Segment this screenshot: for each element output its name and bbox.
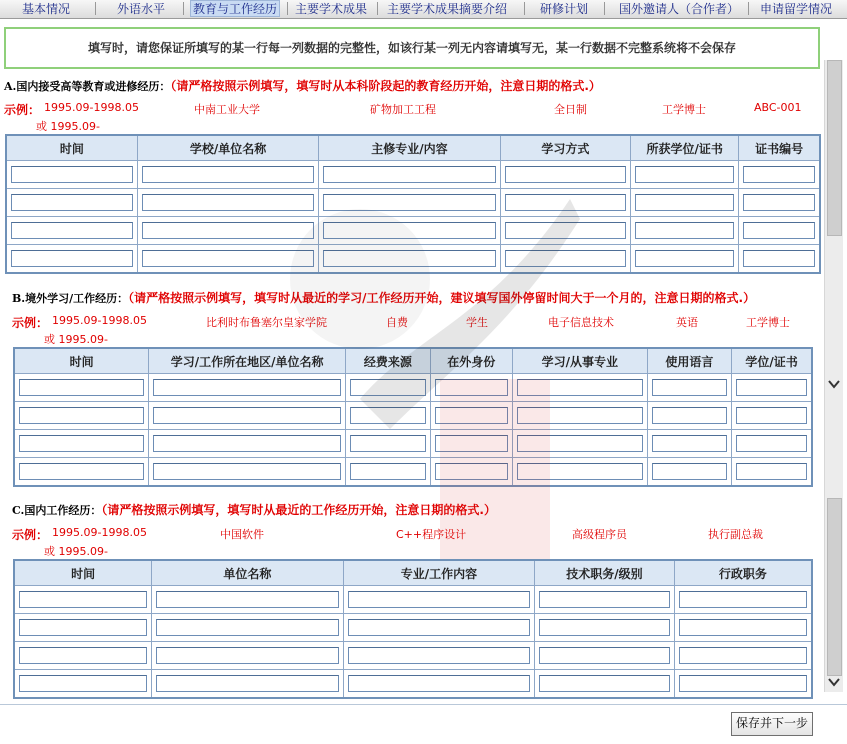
table-cell: [430, 402, 512, 430]
major-input[interactable]: [517, 463, 643, 480]
column-header: 学校/单位名称: [137, 135, 318, 161]
table-cell: [319, 161, 500, 189]
school-input[interactable]: [142, 250, 314, 267]
table-cell: [500, 245, 630, 274]
table-row: [14, 670, 812, 699]
column-header: 证书编号: [739, 135, 820, 161]
cert-no-input[interactable]: [743, 166, 815, 183]
status-input[interactable]: [435, 435, 508, 452]
table-cell: [6, 217, 137, 245]
section-b-table: [13, 347, 813, 487]
table-cell: [152, 642, 344, 670]
column-header: 学习/从事专业: [512, 348, 647, 374]
degree-input[interactable]: [635, 194, 734, 211]
major-input[interactable]: [323, 166, 495, 183]
time-input[interactable]: [19, 591, 147, 608]
degree-input[interactable]: [736, 463, 807, 480]
column-header: 时间: [14, 348, 149, 374]
section-c-table: [13, 559, 813, 699]
scrollbar-thumb-lower[interactable]: [827, 498, 842, 676]
tech-title-input[interactable]: [539, 591, 670, 608]
tab-separator: [95, 2, 96, 15]
table-cell: [137, 245, 318, 274]
section-c-example-work: C++程序设计: [396, 528, 467, 541]
column-header: 时间: [6, 135, 137, 161]
tab-results-summary[interactable]: 主要学术成果摘要介绍: [387, 2, 508, 16]
section-b-example-institution: 比利时布鲁塞尔皇家学院: [206, 316, 327, 329]
table-cell: [14, 374, 149, 402]
table-cell: [6, 161, 137, 189]
table-cell: [6, 189, 137, 217]
major-input[interactable]: [517, 435, 643, 452]
table-cell: [343, 642, 535, 670]
table-cell: [739, 161, 820, 189]
table-cell: [732, 458, 812, 487]
column-header: 时间: [14, 560, 152, 586]
table-row: [14, 402, 812, 430]
admin-title-input[interactable]: [679, 591, 807, 608]
table-cell: [14, 586, 152, 614]
section-c-example-employer: 中国软件: [220, 528, 264, 541]
table-cell: [430, 430, 512, 458]
time-input[interactable]: [19, 619, 147, 636]
employer-input[interactable]: [156, 591, 339, 608]
table-cell: [149, 430, 346, 458]
major-input[interactable]: [323, 194, 495, 211]
work-content-input[interactable]: [348, 675, 531, 692]
time-input[interactable]: [11, 166, 133, 183]
degree-input[interactable]: [635, 166, 734, 183]
work-content-input[interactable]: [348, 647, 531, 664]
study-mode-input[interactable]: [505, 222, 626, 239]
section-a-example-cert-no: ABC-001: [754, 101, 802, 114]
section-a-example-label: 示例：: [4, 103, 41, 117]
table-cell: [535, 586, 675, 614]
table-row: [14, 374, 812, 402]
table-cell: [6, 245, 137, 274]
column-header: 学习方式: [500, 135, 630, 161]
major-input[interactable]: [517, 379, 643, 396]
time-input[interactable]: [19, 675, 147, 692]
tab-foreign-inviter[interactable]: 国外邀请人（合作者）: [619, 2, 740, 16]
degree-input[interactable]: [736, 407, 807, 424]
table-cell: [319, 245, 500, 274]
section-b-example-alt: 或 1995.09-: [44, 333, 108, 346]
section-a-example-major: 矿物加工工程: [370, 103, 436, 116]
major-input[interactable]: [323, 250, 495, 267]
time-input[interactable]: [11, 194, 133, 211]
degree-input[interactable]: [635, 222, 734, 239]
section-c-heading: C.国内工作经历：: [12, 504, 102, 517]
time-input[interactable]: [11, 222, 133, 239]
column-header: 专业/工作内容: [343, 560, 535, 586]
degree-input[interactable]: [736, 379, 807, 396]
funding-input[interactable]: [350, 407, 425, 424]
section-b-example-major: 电子信息技术: [548, 316, 614, 329]
vertical-scrollbar[interactable]: [824, 60, 843, 692]
major-input[interactable]: [517, 407, 643, 424]
table-cell: [343, 614, 535, 642]
employer-input[interactable]: [156, 619, 339, 636]
table-row: [14, 586, 812, 614]
table-cell: [674, 670, 812, 699]
table-cell: [149, 458, 346, 487]
institution-input[interactable]: [153, 407, 341, 424]
section-c-example-time: 1995.09-1998.05: [52, 526, 147, 539]
table-cell: [14, 642, 152, 670]
table-cell: [732, 430, 812, 458]
degree-input[interactable]: [736, 435, 807, 452]
time-input[interactable]: [19, 647, 147, 664]
table-cell: [319, 189, 500, 217]
time-input[interactable]: [19, 435, 144, 452]
table-cell: [14, 670, 152, 699]
tab-bar: [0, 0, 847, 19]
table-cell: [631, 245, 739, 274]
section-b-example-degree: 工学博士: [746, 316, 790, 329]
table-row: [6, 189, 820, 217]
tab-study-abroad-application[interactable]: 申请留学情况: [760, 2, 833, 16]
column-header: 学习/工作所在地区/单位名称: [149, 348, 346, 374]
work-content-input[interactable]: [348, 591, 531, 608]
status-input[interactable]: [435, 379, 508, 396]
study-mode-input[interactable]: [505, 166, 626, 183]
section-a-heading: A.国内接受高等教育或进修经历：: [4, 80, 171, 93]
employer-input[interactable]: [156, 647, 339, 664]
language-input[interactable]: [652, 463, 727, 480]
column-header: 学位/证书: [732, 348, 812, 374]
tech-title-input[interactable]: [539, 619, 670, 636]
study-mode-input[interactable]: [505, 250, 626, 267]
save-and-next-button[interactable]: 保存并下一步: [731, 712, 813, 736]
table-cell: [149, 402, 346, 430]
tab-separator: [377, 2, 378, 15]
admin-title-input[interactable]: [679, 647, 807, 664]
tab-separator: [287, 2, 288, 15]
table-cell: [732, 374, 812, 402]
table-row: [14, 458, 812, 487]
section-c-example-label: 示例：: [12, 528, 49, 542]
column-header: 行政职务: [674, 560, 812, 586]
cert-no-input[interactable]: [743, 250, 815, 267]
table-cell: [732, 402, 812, 430]
section-b-heading: B.境外学习/工作经历：: [12, 292, 129, 305]
school-input[interactable]: [142, 166, 314, 183]
table-cell: [137, 189, 318, 217]
language-input[interactable]: [652, 379, 727, 396]
tab-separator: [604, 2, 605, 15]
column-header: 经费来源: [346, 348, 430, 374]
time-input[interactable]: [19, 463, 144, 480]
table-header-row: [14, 560, 812, 586]
work-content-input[interactable]: [348, 619, 531, 636]
table-row: [6, 245, 820, 274]
section-a-title: [4, 77, 601, 94]
section-a-example-school: 中南工业大学: [194, 103, 260, 116]
table-cell: [346, 430, 430, 458]
table-cell: [674, 614, 812, 642]
table-cell: [430, 374, 512, 402]
table-cell: [500, 161, 630, 189]
funding-input[interactable]: [350, 463, 425, 480]
time-input[interactable]: [11, 250, 133, 267]
table-cell: [343, 670, 535, 699]
table-cell: [647, 402, 731, 430]
column-header: 技术职务/级别: [535, 560, 675, 586]
table-cell: [152, 670, 344, 699]
table-cell: [739, 217, 820, 245]
cert-no-input[interactable]: [743, 194, 815, 211]
section-c-instructions: （请严格按照示例填写，填写时从最近的工作经历开始，注意日期的格式.）: [101, 503, 496, 517]
table-cell: [152, 586, 344, 614]
table-cell: [346, 458, 430, 487]
section-c-example-alt: 或 1995.09-: [44, 545, 108, 558]
table-cell: [647, 458, 731, 487]
table-cell: [535, 614, 675, 642]
notice-banner: 填写时，请您保证所填写的某一行每一列数据的完整性，如该行某一列无内容请填写无，某一行数据不完整系统将不会保存: [4, 27, 820, 69]
section-b-example-label: 示例：: [12, 316, 49, 330]
section-b-example-status: 学生: [466, 316, 488, 329]
table-cell: [535, 670, 675, 699]
section-a-example-alt: 或 1995.09-: [36, 120, 100, 133]
scrollbar-thumb-upper[interactable]: [827, 60, 842, 236]
institution-input[interactable]: [153, 435, 341, 452]
table-cell: [739, 245, 820, 274]
table-cell: [631, 217, 739, 245]
cert-no-input[interactable]: [743, 222, 815, 239]
table-row: [14, 642, 812, 670]
tab-study-plan[interactable]: 研修计划: [540, 2, 589, 16]
table-header-row: [6, 135, 820, 161]
column-header: 单位名称: [152, 560, 344, 586]
funding-input[interactable]: [350, 379, 425, 396]
column-header: 主修专业/内容: [319, 135, 500, 161]
table-cell: [631, 189, 739, 217]
section-b-example-funding: 自费: [386, 316, 408, 329]
table-cell: [346, 402, 430, 430]
table-cell: [512, 430, 647, 458]
time-input[interactable]: [19, 379, 144, 396]
tech-title-input[interactable]: [539, 647, 670, 664]
table-row: [14, 614, 812, 642]
table-row: [14, 430, 812, 458]
table-row: [6, 217, 820, 245]
footer-bar: [0, 704, 847, 744]
table-cell: [137, 161, 318, 189]
table-cell: [343, 586, 535, 614]
table-cell: [137, 217, 318, 245]
table-cell: [512, 374, 647, 402]
table-row: [6, 161, 820, 189]
school-input[interactable]: [142, 194, 314, 211]
study-mode-input[interactable]: [505, 194, 626, 211]
section-c-example-admin: 执行副总裁: [708, 528, 763, 541]
section-a-table: [5, 134, 821, 274]
section-c-title: [12, 501, 496, 518]
chevron-down-icon[interactable]: [827, 378, 841, 392]
table-cell: [346, 374, 430, 402]
form-scroll-area: [0, 19, 824, 704]
tab-separator: [524, 2, 525, 15]
column-header: 所获学位/证书: [631, 135, 739, 161]
section-b-title: [12, 289, 755, 306]
time-input[interactable]: [19, 407, 144, 424]
section-b-example-language: 英语: [676, 316, 698, 329]
column-header: 在外身份: [430, 348, 512, 374]
table-cell: [631, 161, 739, 189]
table-cell: [14, 402, 149, 430]
table-cell: [14, 430, 149, 458]
table-cell: [674, 586, 812, 614]
tab-foreign-language[interactable]: 外语水平: [117, 2, 166, 16]
language-input[interactable]: [652, 407, 727, 424]
language-input[interactable]: [652, 435, 727, 452]
chevron-down-icon[interactable]: [827, 676, 841, 690]
degree-input[interactable]: [635, 250, 734, 267]
section-b-example-time: 1995.09-1998.05: [52, 314, 147, 327]
table-cell: [512, 402, 647, 430]
table-cell: [500, 217, 630, 245]
institution-input[interactable]: [153, 379, 341, 396]
tab-basic-info[interactable]: 基本情况: [22, 2, 71, 16]
table-cell: [739, 189, 820, 217]
table-cell: [152, 614, 344, 642]
table-header-row: [14, 348, 812, 374]
table-cell: [674, 642, 812, 670]
table-cell: [500, 189, 630, 217]
employer-input[interactable]: [156, 675, 339, 692]
table-cell: [535, 642, 675, 670]
table-cell: [512, 458, 647, 487]
tab-education-work[interactable]: 教育与工作经历: [190, 0, 280, 17]
major-input[interactable]: [323, 222, 495, 239]
admin-title-input[interactable]: [679, 675, 807, 692]
admin-title-input[interactable]: [679, 619, 807, 636]
status-input[interactable]: [435, 463, 508, 480]
table-cell: [14, 614, 152, 642]
school-input[interactable]: [142, 222, 314, 239]
column-header: 使用语言: [647, 348, 731, 374]
section-b-instructions: （请严格按照示例填写，填写时从最近的学习/工作经历开始，建议填写国外停留时间大于一个月的，注意日期的格式.）: [128, 291, 756, 305]
section-c-example-title: 高级程序员: [572, 528, 627, 541]
funding-input[interactable]: [350, 435, 425, 452]
section-a-instructions: （请严格按照示例填写，填写时从本科阶段起的教育经历开始，注意日期的格式.）: [170, 79, 601, 93]
tab-academic-results[interactable]: 主要学术成果: [295, 2, 368, 16]
table-cell: [647, 430, 731, 458]
institution-input[interactable]: [153, 463, 341, 480]
table-cell: [319, 217, 500, 245]
section-a-example-time: 1995.09-1998.05: [44, 101, 139, 114]
tab-separator: [748, 2, 749, 15]
section-a-example-degree: 工学博士: [662, 103, 706, 116]
table-cell: [430, 458, 512, 487]
table-cell: [149, 374, 346, 402]
status-input[interactable]: [435, 407, 508, 424]
table-cell: [647, 374, 731, 402]
tech-title-input[interactable]: [539, 675, 670, 692]
section-a-example-mode: 全日制: [554, 103, 587, 116]
tab-separator: [183, 2, 184, 15]
table-cell: [14, 458, 149, 487]
